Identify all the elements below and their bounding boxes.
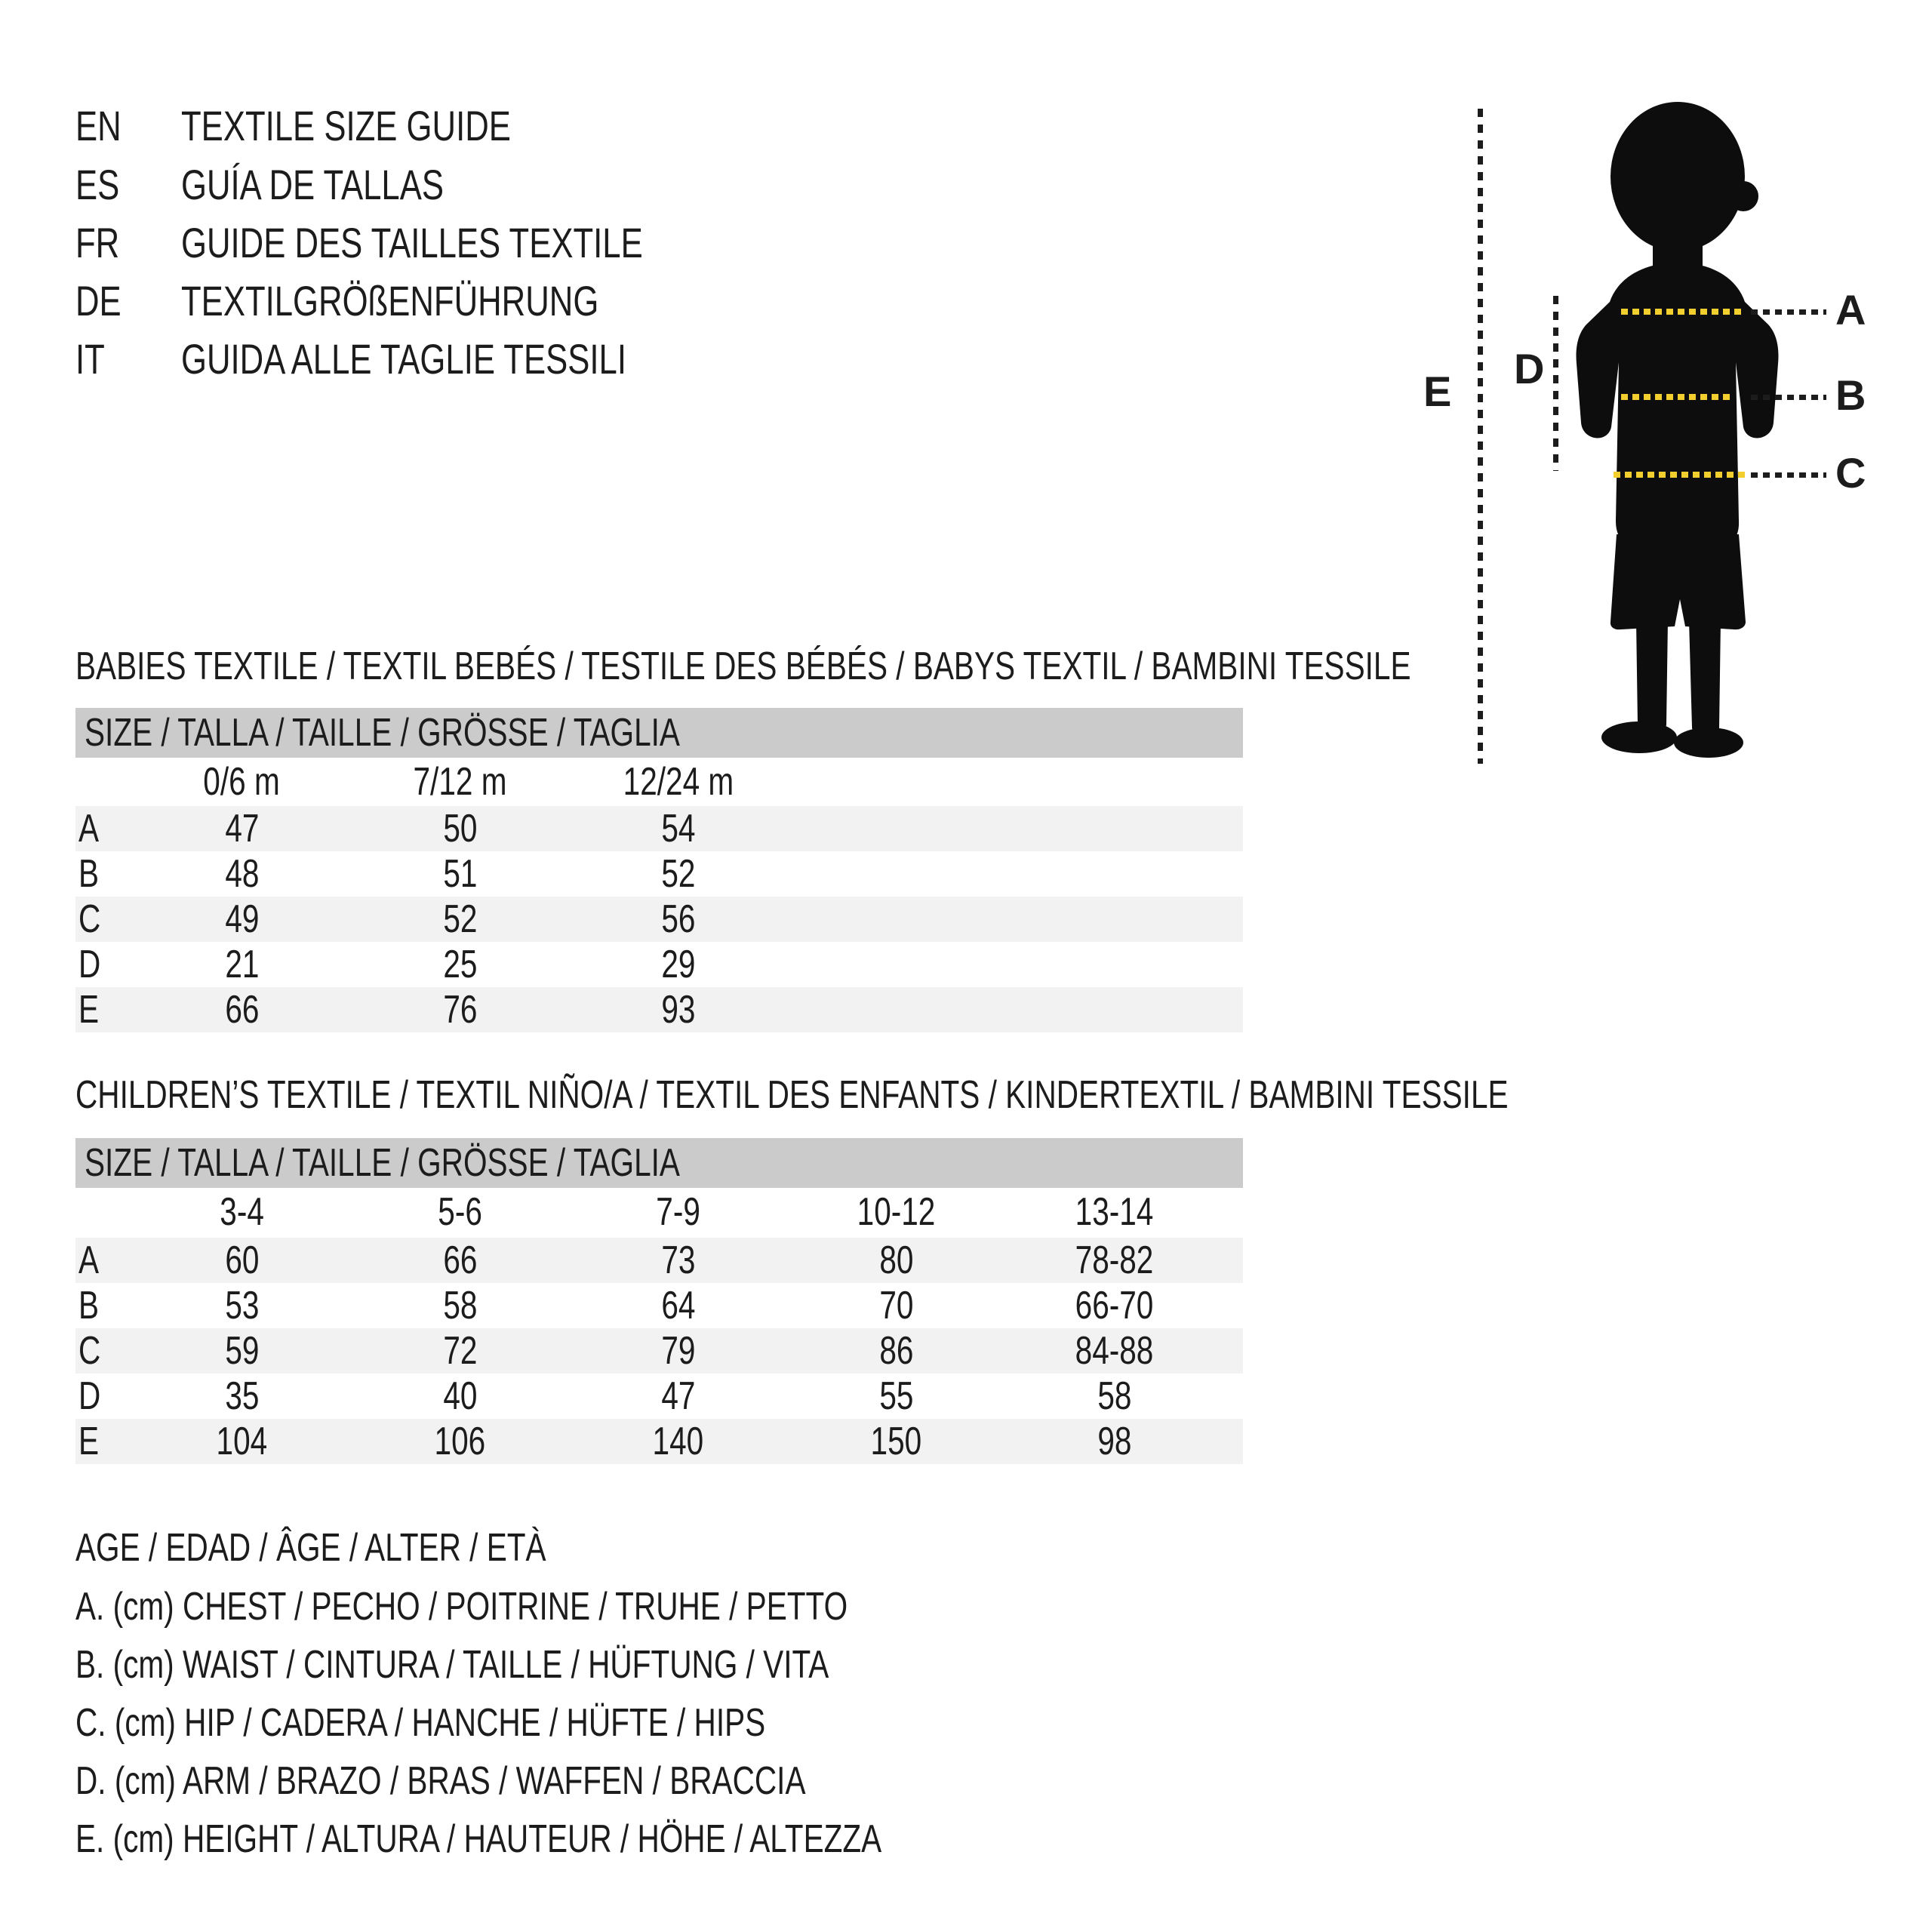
chest-leader-line [1751, 309, 1826, 315]
table-row [75, 1283, 1243, 1328]
language-code: DE [75, 277, 122, 325]
language-title: GUIDA ALLE TAGLIE TESSILI [180, 335, 626, 383]
row-label: E [78, 988, 100, 1032]
children-size-header-bar: SIZE / TALLA / TAILLE / GRÖSSE / TAGLIA [75, 1138, 1243, 1188]
column-header: 12/24 m [623, 760, 734, 804]
table-cell: 50 [442, 807, 478, 851]
table-cell: 48 [224, 852, 260, 896]
table-row [75, 1374, 1243, 1419]
table-cell: 140 [652, 1420, 704, 1463]
table-cell: 54 [660, 807, 696, 851]
table-cell: 47 [224, 807, 260, 851]
table-cell: 47 [660, 1374, 696, 1418]
table-cell: 79 [660, 1329, 696, 1373]
table-cell: 66-70 [1075, 1284, 1154, 1327]
table-cell: 84-88 [1075, 1329, 1154, 1373]
column-header: 5-6 [438, 1190, 482, 1234]
babies-size-header-bar: SIZE / TALLA / TAILLE / GRÖSSE / TAGLIA [75, 708, 1243, 758]
column-header: 3-4 [220, 1190, 264, 1234]
babies-column-header-row [75, 761, 1243, 803]
chest-measure-line [1621, 309, 1745, 315]
table-cell: 56 [660, 897, 696, 941]
language-code: ES [75, 161, 120, 208]
table-cell: 66 [442, 1238, 478, 1282]
language-code: IT [75, 335, 105, 383]
legend-hip: C. (cm) HIP / CADERA / HANCHE / HÜFTE / HIPS [75, 1701, 766, 1745]
table-cell: 98 [1097, 1420, 1132, 1463]
language-row-de [75, 276, 716, 326]
column-header: 7/12 m [413, 760, 507, 804]
chest-label: A [1835, 286, 1866, 334]
table-cell: 86 [878, 1329, 914, 1373]
table-cell: 93 [660, 988, 696, 1032]
table-cell: 64 [660, 1284, 696, 1327]
table-cell: 70 [878, 1284, 914, 1327]
table-row [75, 897, 1243, 942]
row-label: A [78, 807, 100, 851]
table-cell: 72 [442, 1329, 478, 1373]
table-cell: 40 [442, 1374, 478, 1418]
language-row-fr [75, 218, 773, 268]
table-cell: 25 [442, 943, 478, 986]
table-cell: 58 [1097, 1374, 1132, 1418]
table-row [75, 1419, 1243, 1464]
row-label: A [78, 1238, 100, 1282]
table-cell: 66 [224, 988, 260, 1032]
table-row [75, 851, 1243, 897]
babies-section-title: BABIES TEXTILE / TEXTIL BEBÉS / TESTILE DES BÉBÉS / BABYS TEXTIL / BAMBINI TESSILE [75, 645, 1411, 688]
table-cell: 80 [878, 1238, 914, 1282]
column-header: 10-12 [857, 1190, 936, 1234]
table-cell: 49 [224, 897, 260, 941]
table-cell: 52 [442, 897, 478, 941]
table-cell: 53 [224, 1284, 260, 1327]
children-section-title: CHILDREN’S TEXTILE / TEXTIL NIÑO/A / TEXTIL DES ENFANTS / KINDERTEXTIL / BAMBINI TESSILE [75, 1073, 1509, 1117]
table-row [75, 987, 1243, 1032]
table-cell: 29 [660, 943, 696, 986]
language-title: GUÍA DE TALLAS [180, 161, 444, 208]
table-cell: 21 [224, 943, 260, 986]
waist-leader-line [1751, 395, 1826, 400]
language-row-it [75, 334, 752, 384]
table-cell: 52 [660, 852, 696, 896]
column-header: 7-9 [656, 1190, 700, 1234]
table-cell: 55 [878, 1374, 914, 1418]
row-label: D [78, 943, 101, 986]
row-label: E [78, 1420, 100, 1463]
language-title: TEXTILGRÖßENFÜHRUNG [180, 277, 598, 325]
waist-measure-line [1621, 394, 1731, 400]
table-cell: 78-82 [1075, 1238, 1154, 1282]
legend-arm: D. (cm) ARM / BRAZO / BRAS / WAFFEN / BRACCIA [75, 1759, 806, 1803]
arm-label: D [1514, 345, 1545, 392]
table-cell: 51 [442, 852, 478, 896]
table-row [75, 1328, 1243, 1374]
table-cell: 104 [216, 1420, 268, 1463]
table-cell: 106 [434, 1420, 486, 1463]
row-label: D [78, 1374, 101, 1418]
column-header: 0/6 m [203, 760, 281, 804]
table-cell: 59 [224, 1329, 260, 1373]
language-title: GUIDE DES TAILLES TEXTILE [180, 219, 643, 266]
language-code: FR [75, 219, 120, 266]
hip-label: C [1835, 449, 1866, 497]
legend-waist: B. (cm) WAIST / CINTURA / TAILLE / HÜFTUNG / VITA [75, 1643, 829, 1687]
hip-leader-line [1751, 472, 1826, 478]
language-title: TEXTILE SIZE GUIDE [180, 102, 511, 149]
legend-height: E. (cm) HEIGHT / ALTURA / HAUTEUR / HÖHE / ALTEZZA [75, 1817, 882, 1861]
language-row-en [75, 101, 604, 151]
legend-age: AGE / EDAD / ÂGE / ALTER / ETÀ [75, 1526, 546, 1570]
row-label: B [78, 1284, 100, 1327]
row-label: B [78, 852, 100, 896]
language-code: EN [75, 102, 122, 149]
table-cell: 60 [224, 1238, 260, 1282]
table-cell: 73 [660, 1238, 696, 1282]
row-label: C [78, 1329, 101, 1373]
table-cell: 76 [442, 988, 478, 1032]
legend-chest: A. (cm) CHEST / PECHO / POITRINE / TRUHE / PETTO [75, 1585, 848, 1629]
height-label: E [1423, 368, 1452, 415]
child-silhouette-icon [1570, 100, 1789, 764]
table-row [75, 942, 1243, 987]
table-cell: 58 [442, 1284, 478, 1327]
row-label: C [78, 897, 101, 941]
arm-measure-line [1553, 296, 1558, 471]
children-column-header-row [75, 1191, 1243, 1233]
table-row [75, 806, 1243, 851]
table-cell: 35 [224, 1374, 260, 1418]
waist-label: B [1835, 371, 1866, 419]
column-header: 13-14 [1075, 1190, 1154, 1234]
language-row-es [75, 160, 518, 210]
hip-measure-line [1614, 472, 1746, 478]
table-row [75, 1238, 1243, 1283]
table-cell: 150 [870, 1420, 922, 1463]
